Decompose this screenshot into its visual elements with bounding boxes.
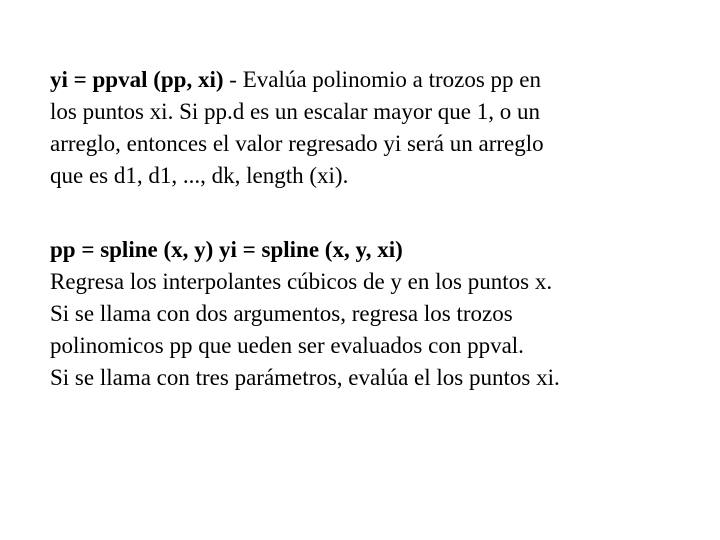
ppval-line-1 [50, 64, 690, 96]
spline-line-5: Si se llama con tres parámetros, evalúa el los puntos xi. [50, 365, 560, 390]
ppval-line-4: que es d1, d1, ..., dk, length (xi). [50, 163, 349, 188]
spline-description [50, 234, 690, 394]
ppval-description [50, 64, 690, 192]
ppval-signature: yi = ppval (pp, xi) [50, 67, 224, 92]
spline-line-4: polinomicos pp que ueden ser evaluados con ppval. [50, 333, 524, 358]
ppval-line-2: los puntos xi. Si pp.d es un escalar mayor que 1, o un [50, 99, 540, 124]
ppval-separator: - [223, 67, 243, 92]
spline-line-2: Regresa los interpolantes cúbicos de y en los puntos x. [50, 269, 553, 294]
ppval-line-1-text: Evalúa polinomio a trozos pp en [242, 67, 541, 92]
ppval-line-3: arreglo, entonces el valor regresado yi será un arreglo [50, 131, 544, 156]
spline-signature: pp = spline (x, y) yi = spline (x, y, xi) [50, 237, 403, 262]
spline-line-3: Si se llama con dos argumentos, regresa los trozos [50, 301, 513, 326]
